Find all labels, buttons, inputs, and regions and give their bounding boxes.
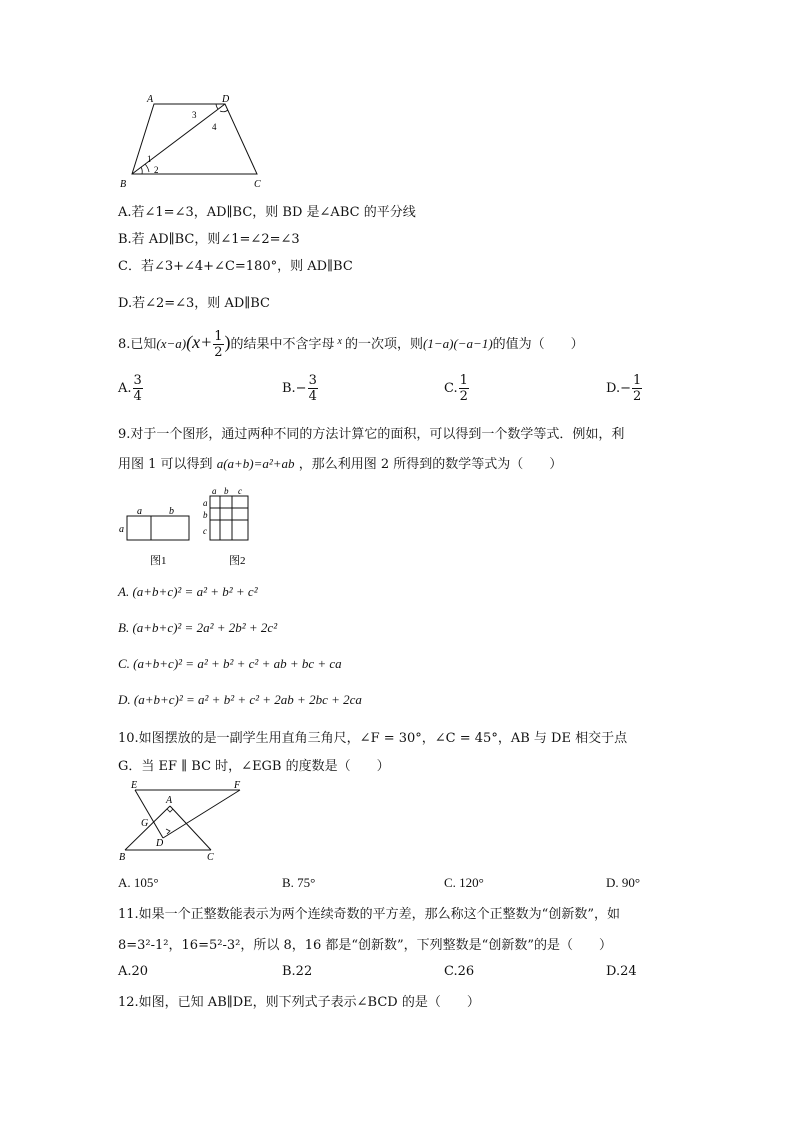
q8-mid2: 的一次项，则 bbox=[345, 337, 424, 352]
vertex-c-label: C bbox=[254, 179, 261, 190]
q8-expr1: (x−a) bbox=[156, 336, 187, 351]
q8-expr2-post: ) bbox=[224, 332, 231, 352]
q8-option-a: A. $\frac{3}{4}$ bbox=[118, 373, 142, 404]
q8-option-b: B.− $\frac{3}{4}$ bbox=[282, 373, 317, 404]
fig2-a-left-label: a bbox=[203, 498, 208, 508]
q7-option-a: A.若∠1=∠3，AD∥BC，则 BD 是∠ABC 的平分线 bbox=[118, 205, 416, 220]
q8-lead: 8.已知 bbox=[118, 337, 157, 352]
q12-line1: 12.如图，已知 AB∥DE，则下列式子表示∠BCD 的是（ ） bbox=[118, 995, 480, 1010]
angle-3-label: 3 bbox=[192, 110, 197, 120]
fig2-c-left-label: c bbox=[203, 526, 207, 536]
fig2-b-top-label: b bbox=[224, 486, 229, 496]
fig2-b-left-label: b bbox=[203, 510, 208, 520]
q11-line1: 11.如果一个正整数能表示为两个连续奇数的平方差，那么称这个正整数为“创新数”，如 bbox=[118, 907, 620, 922]
q9-example-equation: a(a+b)=a²+ab bbox=[216, 456, 295, 471]
vertex-c-label: C bbox=[207, 852, 214, 863]
q11-line2: 8=3²-1²，16=5²-3²，所以 8，16 都是“创新数”，下列整数是“创新数”的是（ ） bbox=[118, 938, 612, 953]
q10-option-b: B. 75° bbox=[282, 875, 316, 890]
q11-option-c: C.26 bbox=[444, 964, 475, 979]
q8-expr2-pre: (x+ bbox=[186, 332, 213, 352]
q8-option-c: C. $\frac{1}{2}$ bbox=[444, 373, 468, 404]
q9-option-c: C. (a+b+c)² = a² + b² + c² + ab + bc + ca bbox=[118, 656, 342, 671]
q9-line1: 9.对于一个图形，通过两种不同的方法计算它的面积，可以得到一个数学等式．例如，利 bbox=[118, 427, 625, 442]
angle-1-label: 1 bbox=[147, 154, 152, 164]
q9-option-b: B. (a+b+c)² = 2a² + 2b² + 2c² bbox=[118, 620, 278, 635]
q11-option-a: A.20 bbox=[118, 964, 149, 979]
fig1-a-top-label: a bbox=[137, 506, 142, 517]
fig2-c-top-label: c bbox=[238, 486, 242, 496]
q7-option-b: B.若 AD∥BC，则∠1=∠2=∠3 bbox=[118, 232, 300, 247]
q9-option-d: D. (a+b+c)² = a² + b² + c² + 2ab + 2bc + 2ca bbox=[118, 692, 362, 707]
vertex-b-label: B bbox=[119, 852, 126, 863]
q10-triangle-figure bbox=[115, 780, 255, 864]
q8-half-num: 1 bbox=[214, 329, 223, 344]
q7-trapezoid-figure bbox=[112, 92, 272, 190]
vertex-b-label: B bbox=[120, 179, 127, 190]
q11-option-d: D.24 bbox=[606, 964, 637, 979]
vertex-e-label: E bbox=[131, 780, 138, 791]
fig1-caption: 图1 bbox=[150, 555, 167, 567]
q10-line1: 10.如图摆放的是一副学生用直角三角尺，∠F = 30°，∠C = 45°，AB 与 DE 相交于点 bbox=[118, 731, 628, 746]
q9-figures bbox=[115, 484, 285, 570]
q10-option-a: A. 105° bbox=[118, 875, 159, 890]
q8-option-d: D.− $\frac{1}{2}$ bbox=[606, 373, 642, 404]
fig1-a-left-label: a bbox=[119, 524, 124, 535]
q9-option-a: A. (a+b+c)² = a² + b² + c² bbox=[118, 584, 258, 599]
fig2-caption: 图2 bbox=[229, 555, 246, 567]
q7-option-c: C．若∠3+∠4+∠C=180°，则 AD∥BC bbox=[118, 259, 353, 274]
vertex-g-label: G bbox=[141, 818, 149, 829]
angle-2-label: 2 bbox=[154, 165, 159, 175]
vertex-a-label: A bbox=[147, 94, 154, 105]
vertex-f-label: F bbox=[234, 780, 241, 791]
q8-tail: 的值为（ ） bbox=[492, 337, 584, 352]
q10-line2: G．当 EF ∥ BC 时，∠EGB 的度数是（ ） bbox=[118, 759, 390, 774]
q8-stem bbox=[118, 325, 584, 359]
fig1-b-top-label: b bbox=[169, 506, 174, 517]
vertex-a-label: A bbox=[166, 795, 173, 806]
fig2-a-top-label: a bbox=[212, 486, 217, 496]
q11-option-b: B.22 bbox=[282, 964, 313, 979]
angle-4-label: 4 bbox=[212, 122, 217, 132]
q10-option-d: D. 90° bbox=[606, 875, 641, 890]
q8-mid: 的结果中不含字母 bbox=[230, 337, 335, 352]
q7-option-d: D.若∠2=∠3，则 AD∥BC bbox=[118, 296, 271, 311]
q8-expr3: (1−a)(−a−1) bbox=[423, 336, 493, 351]
q9-line2: 用图 1 可以得到 a(a+b)=a²+ab ，那么利用图 2 所得到的数学等式为（ ） bbox=[118, 456, 563, 472]
q8-half-den: 2 bbox=[214, 345, 223, 360]
q10-option-c: C. 120° bbox=[444, 875, 484, 890]
q8-x-var: x bbox=[337, 336, 342, 347]
vertex-d-label: D bbox=[156, 838, 164, 849]
vertex-d-label: D bbox=[222, 94, 230, 105]
